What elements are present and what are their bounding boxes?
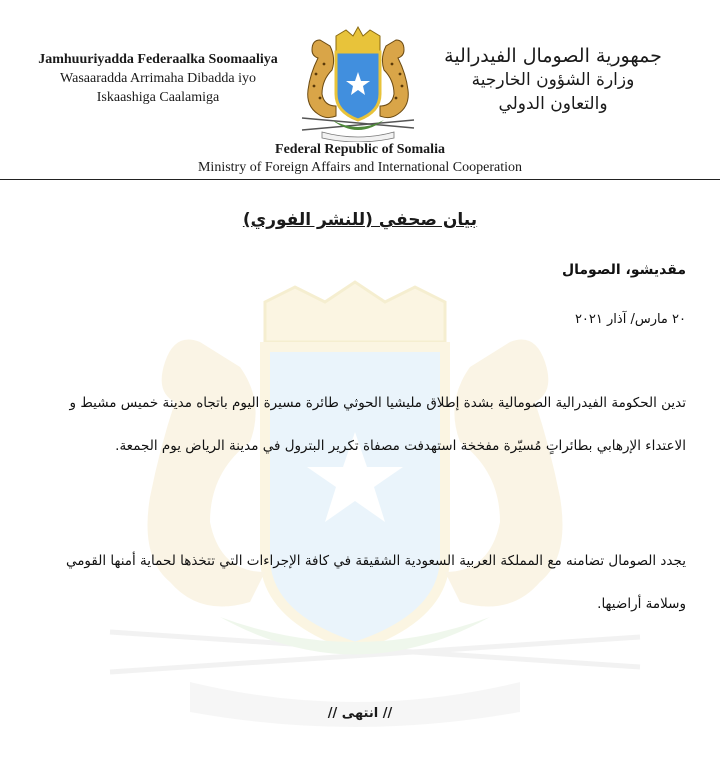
header-divider: [0, 179, 720, 180]
somali-header: [18, 50, 298, 107]
english-country-name: Federal Republic of Somalia: [275, 142, 445, 157]
english-ministry-name: Ministry of Foreign Affairs and International Cooperation: [197, 160, 522, 175]
arabic-ministry-line2: والتعاون الدولي: [498, 94, 608, 114]
statement-paragraph-2: يجدد الصومال تضامنه مع المملكة العربية السعودية الشقيقة في كافة الإجراءات التي تتخذها لحماية أمنها القومي وسلامة أراضيها.: [65, 553, 686, 612]
arabic-header: [408, 44, 698, 116]
somalia-coat-of-arms-emblem: [298, 24, 418, 142]
coat-of-arms-watermark: [80, 272, 680, 742]
arabic-ministry-line1: وزارة الشؤون الخارجية: [471, 70, 635, 90]
somali-country-name: Jamhuuriyadda Federaalka Soomaaliya: [38, 52, 278, 67]
statement-title: بيان صحفي (للنشر الفوري): [242, 210, 478, 230]
somali-ministry-line2: Iskaashiga Caalamiga: [96, 90, 220, 105]
statement-paragraph-1: تدين الحكومة الفيدرالية الصومالية بشدة إطلاق مليشيا الحوثي طائرة مسيرة اليوم باتجاه مدينة خميس مشيط و الاعتداء الإرهابي بطائراتٍ مُسيّرة مفخخة استهدفت مصفاة تكرير البترول في مدينة الرياض يوم الجمعة.: [69, 395, 686, 454]
somali-ministry-line1: Wasaaradda Arrimaha Dibadda iyo: [60, 71, 256, 86]
statement-date: ٢٠ مارس/ آذار ٢٠٢١: [574, 312, 686, 327]
arabic-country-name: جمهورية الصومال الفيدرالية: [444, 45, 662, 67]
statement-end-marker: // انتهى //: [327, 706, 393, 721]
statement-place: مقديشو، الصومال: [561, 262, 686, 278]
